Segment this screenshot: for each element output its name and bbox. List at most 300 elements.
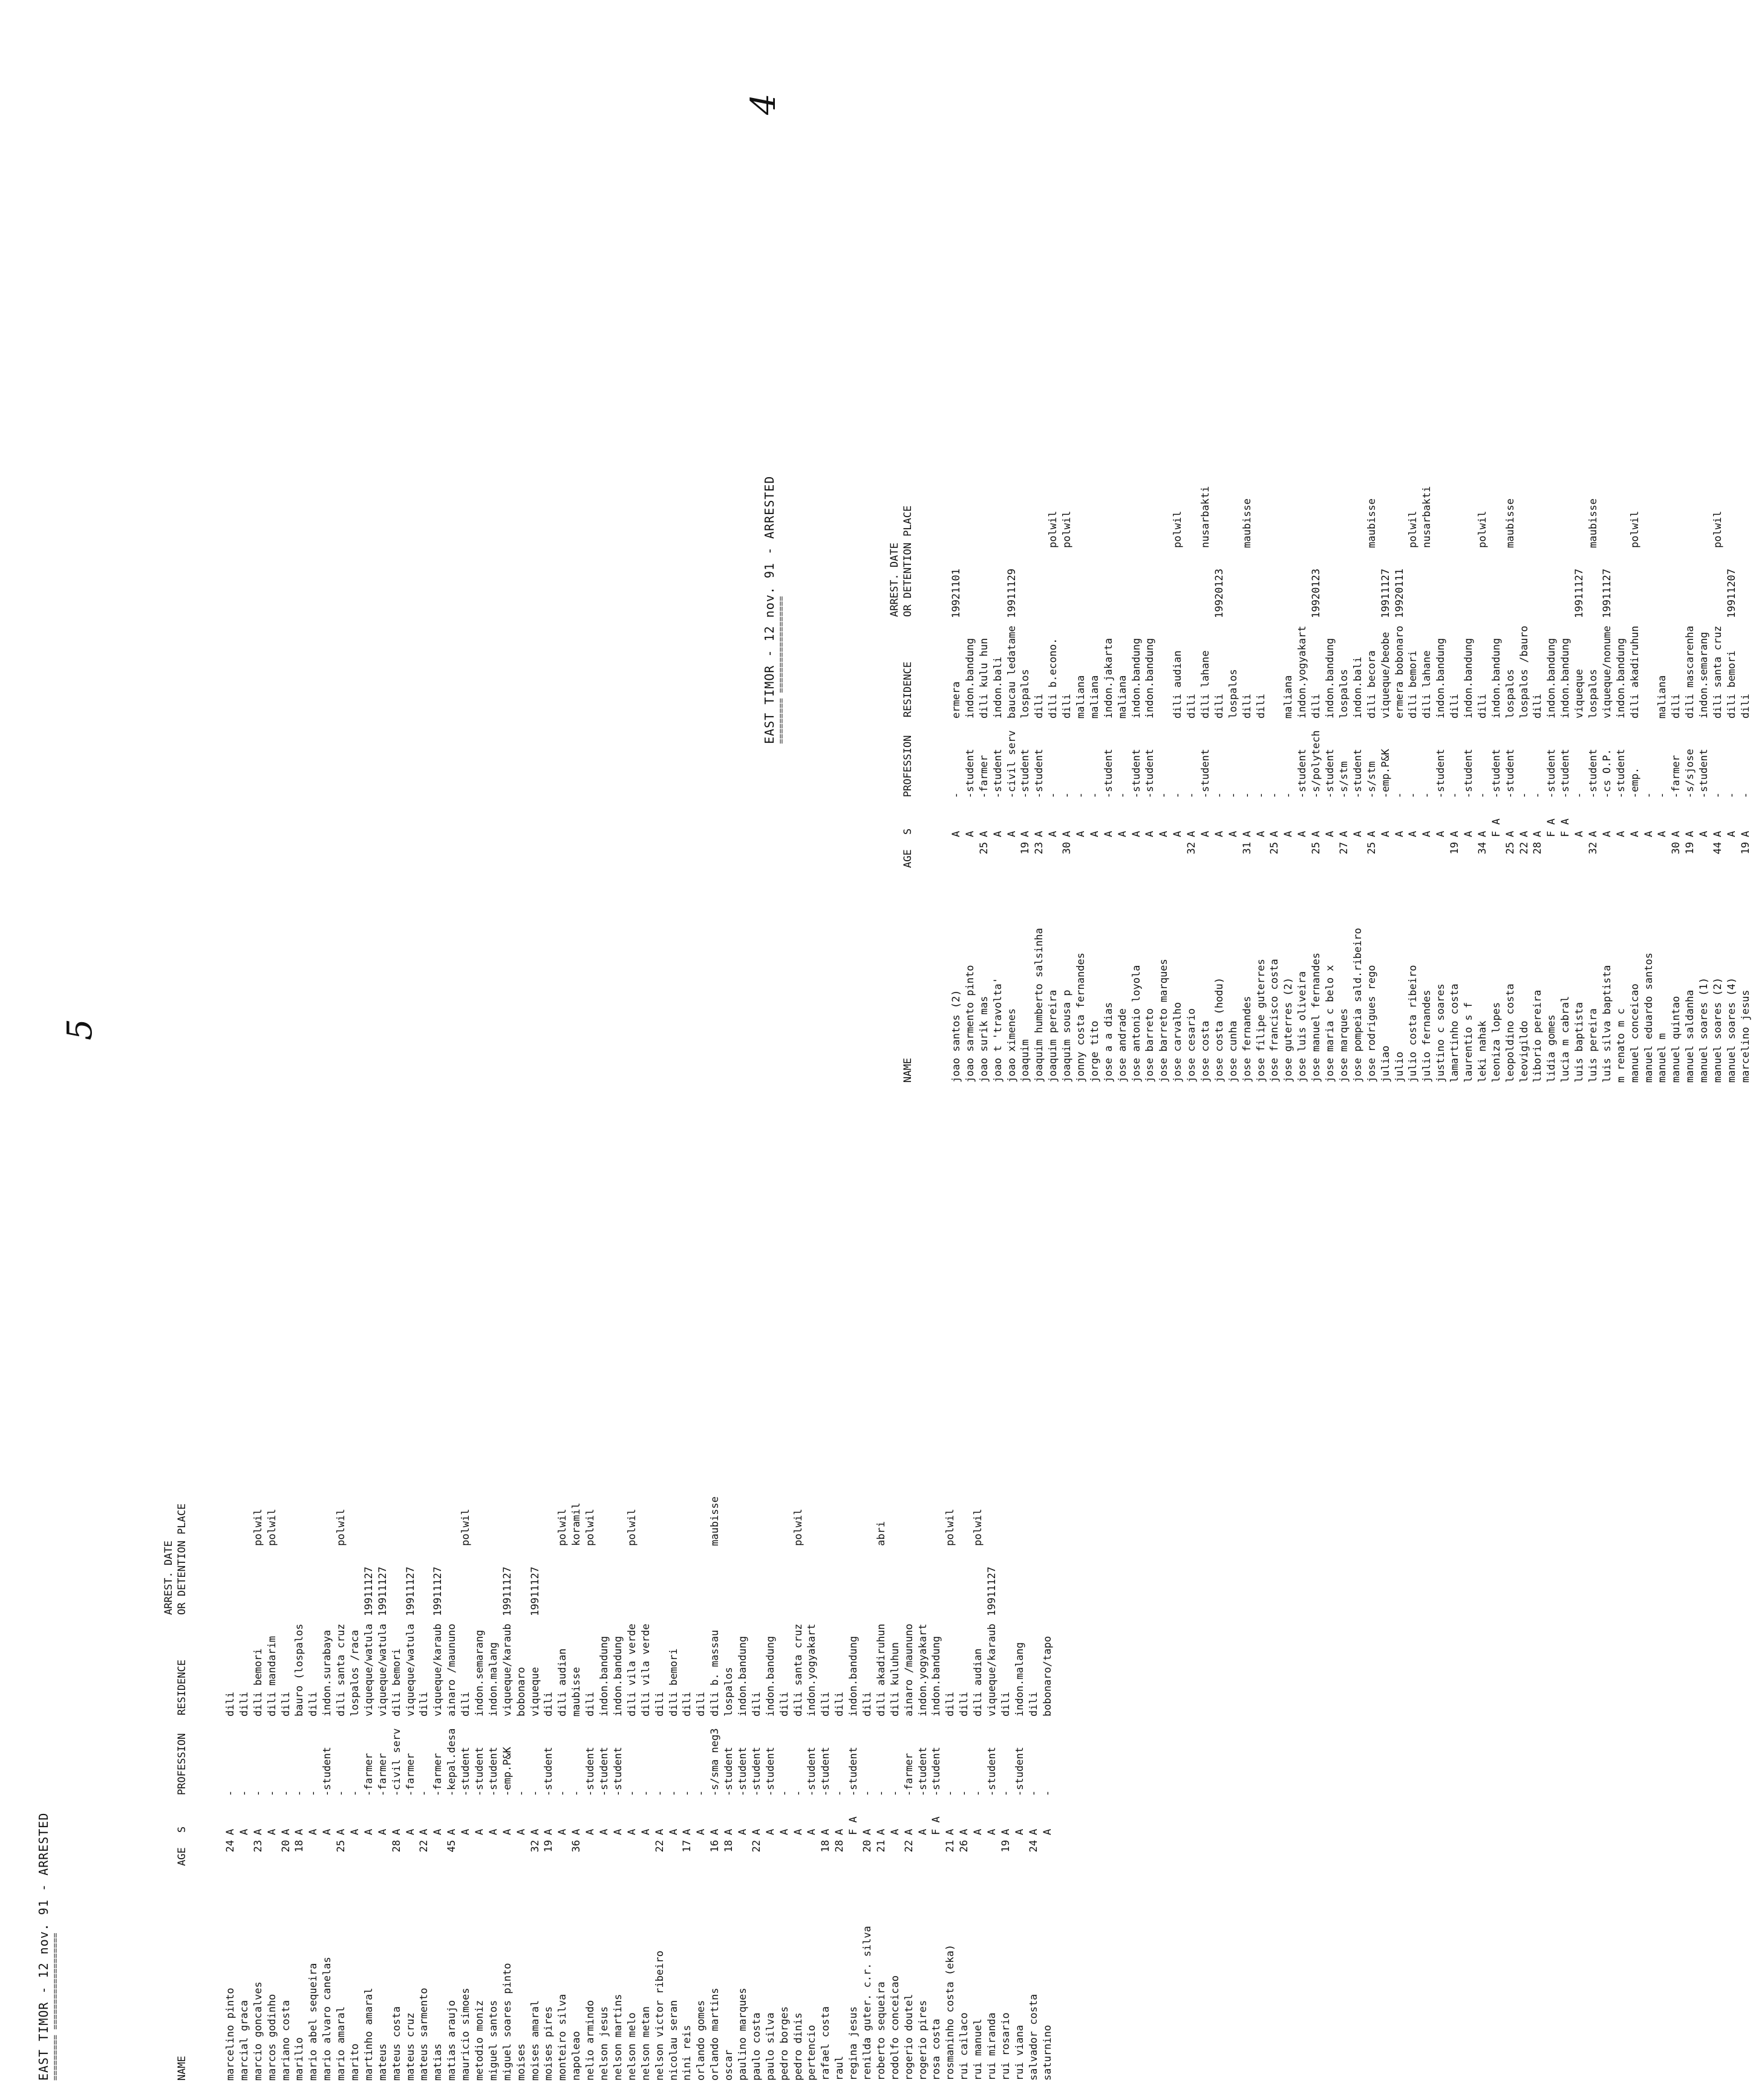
cell-date xyxy=(889,1546,903,1616)
cell-res: indon.semarang xyxy=(1698,631,1711,719)
cell-prof: -student xyxy=(487,1747,500,1796)
cell-res: lospalos xyxy=(1227,669,1239,719)
col-name: NAME xyxy=(902,1058,914,1083)
cell-prof: - xyxy=(1116,792,1129,798)
cell-res: lospalos xyxy=(723,1667,736,1717)
cell-prof: -student xyxy=(1614,749,1627,798)
cell-place xyxy=(1490,486,1504,548)
cell-prof: -farmer xyxy=(978,755,990,798)
cell-name: jose barreto xyxy=(1144,1008,1157,1083)
cell-prof: - xyxy=(875,1790,887,1796)
cell-place xyxy=(1041,1485,1055,1546)
cell-res: dili xyxy=(695,1692,708,1717)
cell-place: maubisse xyxy=(1365,498,1378,548)
cell-name: pertencio xyxy=(806,2024,818,2081)
table-row xyxy=(1019,486,1033,1083)
cell-age: 32 xyxy=(1186,842,1198,855)
table-row xyxy=(335,1485,348,2081)
cell-date xyxy=(1268,548,1282,618)
table-row xyxy=(515,1485,529,2081)
cell-sex: A xyxy=(889,1828,901,1835)
cell-place xyxy=(722,1485,736,1546)
cell-res: dili bemori xyxy=(1725,650,1738,719)
cell-date xyxy=(681,1546,694,1616)
cell-age xyxy=(847,1835,861,1869)
cell-date xyxy=(1019,548,1033,618)
cell-age: 23 xyxy=(1033,842,1046,855)
cell-prof: - xyxy=(307,1790,320,1796)
cell-sex: F A xyxy=(847,1816,860,1835)
table-row xyxy=(556,1485,570,2081)
table-row xyxy=(445,1485,459,2081)
table-row xyxy=(985,1485,999,2081)
cell-sex: A xyxy=(1518,830,1530,837)
col-profession: PROFESSION xyxy=(902,735,914,797)
table-row xyxy=(1143,486,1157,1083)
table-row xyxy=(417,1485,431,2081)
cell-place xyxy=(985,1485,999,1546)
table-row xyxy=(501,1485,515,2081)
cell-res: dili xyxy=(999,1692,1012,1717)
cell-date xyxy=(459,1546,473,1616)
cell-sex: A xyxy=(875,1828,887,1835)
cell-date: 19921101 xyxy=(950,569,962,618)
cell-sex: A xyxy=(557,1828,569,1835)
cell-age: 17 xyxy=(681,1840,694,1853)
cell-sex: A xyxy=(1102,830,1115,837)
cell-age xyxy=(991,837,1005,871)
cell-age xyxy=(376,1835,390,1869)
table-row xyxy=(1227,486,1241,1083)
cell-res: maliana xyxy=(1656,675,1669,719)
cell-sex: A xyxy=(985,1828,998,1835)
cell-age: 25 xyxy=(1504,842,1516,855)
cell-name: jose andrade xyxy=(1116,1008,1129,1083)
cell-place xyxy=(1462,486,1476,548)
cell-age xyxy=(1545,837,1559,871)
cell-name: monteiro silva xyxy=(557,1994,569,2081)
cell-prof: - xyxy=(861,1790,873,1796)
table-row xyxy=(307,1485,321,2081)
cell-age xyxy=(321,1835,335,1869)
cell-res: dili bemori xyxy=(667,1648,680,1717)
cell-date: 19911129 xyxy=(1005,569,1018,618)
cell-prof: -farmer xyxy=(432,1753,445,1796)
table-row xyxy=(1504,486,1518,1083)
cell-place xyxy=(1074,486,1088,548)
cell-prof: -student xyxy=(474,1747,486,1796)
cell-res: dili xyxy=(543,1692,555,1717)
cell-sex: F A xyxy=(1559,818,1572,837)
cell-age: 25 xyxy=(1268,842,1281,855)
table-row xyxy=(978,486,991,1083)
cell-name: nelson metan xyxy=(639,2006,652,2081)
cell-place xyxy=(1697,486,1711,548)
col-sex: S xyxy=(902,828,914,835)
cell-date xyxy=(964,548,978,618)
cell-prof: - xyxy=(1393,792,1406,798)
cell-place xyxy=(376,1485,390,1546)
cell-sex: A xyxy=(1186,830,1198,837)
cell-place xyxy=(1310,486,1324,548)
cell-sex: A xyxy=(1365,830,1378,837)
table-row xyxy=(1157,486,1171,1083)
cell-age xyxy=(694,1835,708,1869)
cell-place xyxy=(487,1485,501,1546)
cell-date xyxy=(598,1546,612,1616)
table-row xyxy=(1406,486,1420,1083)
cell-place xyxy=(1739,486,1753,548)
cell-place xyxy=(515,1485,529,1546)
table-row xyxy=(916,1485,930,2081)
cell-res: indon.semarang xyxy=(474,1629,486,1717)
cell-res: indon.yogyakart xyxy=(1296,625,1309,719)
cell-place xyxy=(238,1485,252,1546)
cell-age xyxy=(1628,837,1642,871)
cell-name: mateus sarmento xyxy=(418,1988,431,2081)
table-row xyxy=(964,486,978,1083)
cell-age xyxy=(1282,837,1296,871)
cell-name: marcelino pinto xyxy=(224,1988,237,2081)
cell-sex: A xyxy=(944,1828,957,1835)
cell-sex: A xyxy=(1476,830,1489,837)
table-row xyxy=(1027,1485,1041,2081)
cell-date: 19911127 xyxy=(501,1567,514,1616)
cell-name: nicolau seran xyxy=(667,2000,680,2081)
cell-date: 19911127 xyxy=(376,1567,389,1616)
cell-sex: A xyxy=(1739,830,1752,837)
cell-res: dili xyxy=(1476,694,1489,719)
cell-name: jose carvalho xyxy=(1172,1002,1184,1083)
cell-place xyxy=(764,1485,778,1546)
cell-prof: -student xyxy=(916,1747,929,1796)
cell-prof: - xyxy=(1027,1790,1040,1796)
cell-prof: - xyxy=(1518,792,1530,798)
cell-age xyxy=(1614,837,1628,871)
cell-sex: A xyxy=(1421,830,1434,837)
cell-place: polwil xyxy=(266,1508,278,1546)
cell-date xyxy=(390,1546,404,1616)
cell-name: pedro dinis xyxy=(792,2012,805,2081)
cell-age: 44 xyxy=(1711,842,1724,855)
cell-date xyxy=(1711,548,1725,618)
cell-place xyxy=(1379,486,1393,548)
cell-date xyxy=(625,1546,639,1616)
cell-place: maubisse xyxy=(1241,498,1253,548)
cell-date xyxy=(819,1546,833,1616)
cell-res: dili xyxy=(958,1692,971,1717)
cell-age: 30 xyxy=(1061,842,1074,855)
col-residence: RESIDENCE xyxy=(176,1659,188,1715)
cell-place: polwil xyxy=(625,1508,638,1546)
cell-age xyxy=(1601,837,1614,871)
cell-date xyxy=(584,1546,598,1616)
cell-date xyxy=(1033,548,1046,618)
cell-age xyxy=(1379,837,1393,871)
cell-prof: -farmer xyxy=(1670,755,1683,798)
cell-place: polwil xyxy=(460,1508,472,1546)
cell-age xyxy=(1420,837,1434,871)
cell-res: bauro (lospalos xyxy=(293,1623,306,1717)
cell-place xyxy=(1324,486,1337,548)
cell-age xyxy=(1005,837,1019,871)
cell-sex: A xyxy=(1144,830,1157,837)
cell-name: rui viana xyxy=(1013,2024,1026,2081)
cell-age xyxy=(1656,837,1670,871)
col-age: AGE xyxy=(176,1847,188,1866)
cell-prof: -student xyxy=(930,1747,943,1796)
table-row xyxy=(1587,486,1601,1083)
table-row xyxy=(1296,486,1310,1083)
cell-date xyxy=(417,1546,431,1616)
cell-res: indon.bandung xyxy=(1435,638,1448,719)
cell-age xyxy=(1559,837,1573,871)
table-row xyxy=(639,1485,653,2081)
cell-sex: A xyxy=(695,1828,708,1835)
cell-res: lospalos /bauro xyxy=(1518,625,1530,719)
cell-name: nelson martins xyxy=(612,1994,624,2081)
cell-date xyxy=(556,1546,570,1616)
cell-place xyxy=(1670,486,1683,548)
cell-res: indon.yogyakart xyxy=(916,1623,929,1717)
cell-prof: - xyxy=(1061,792,1074,798)
cell-prof: - xyxy=(266,1790,278,1796)
cell-res: dili becora xyxy=(1365,650,1378,719)
cell-name: leovigildo xyxy=(1518,1020,1530,1083)
cell-sex: A xyxy=(991,830,1004,837)
cell-prof: -student xyxy=(750,1747,763,1796)
table-row xyxy=(1559,486,1573,1083)
table-row xyxy=(991,486,1005,1083)
table-row xyxy=(847,1485,861,2081)
cell-res: dili mandarim xyxy=(266,1635,278,1717)
cell-prof: - xyxy=(418,1790,431,1796)
cell-sex: A xyxy=(978,830,990,837)
table-row xyxy=(1102,486,1116,1083)
cell-age: 30 xyxy=(1670,842,1683,855)
cell-place xyxy=(861,1485,875,1546)
cell-place xyxy=(978,486,991,548)
cell-prof: -student xyxy=(543,1747,555,1796)
table-row xyxy=(598,1485,612,2081)
cell-place xyxy=(1213,486,1227,548)
cell-place xyxy=(598,1485,612,1546)
cell-name: regina jesus xyxy=(847,2006,860,2081)
cell-name: joaquim humberto salsinha xyxy=(1033,928,1046,1083)
cell-res: indon.malang xyxy=(487,1642,500,1717)
cell-sex: A xyxy=(584,1828,597,1835)
cell-res: dili xyxy=(418,1692,431,1717)
cell-place xyxy=(1642,486,1656,548)
cell-prof: - xyxy=(667,1790,680,1796)
cell-sex: A xyxy=(390,1828,403,1835)
cell-res: lospalos xyxy=(1337,669,1350,719)
table-row xyxy=(390,1485,404,2081)
cell-age xyxy=(1434,837,1448,871)
table-row xyxy=(1005,486,1019,1083)
cell-sex: A xyxy=(1268,830,1281,837)
cell-sex: A xyxy=(252,1828,264,1835)
cell-name: mateus costa xyxy=(390,2006,403,2081)
cell-place xyxy=(1102,486,1116,548)
cell-age xyxy=(1102,837,1116,871)
cell-prof: - xyxy=(1421,792,1434,798)
cell-prof: - xyxy=(1711,792,1724,798)
cell-res: lospalos /raca xyxy=(349,1629,362,1717)
cell-res: indon.bandung xyxy=(1614,638,1627,719)
cell-age: 21 xyxy=(944,1840,957,1853)
cell-sex: A xyxy=(266,1828,278,1835)
cell-prof: -farmer xyxy=(362,1753,375,1796)
cell-place xyxy=(1337,486,1351,548)
cell-date xyxy=(861,1546,875,1616)
cell-place xyxy=(1573,486,1587,548)
cell-sex: A xyxy=(653,1828,666,1835)
cell-res: dili audian xyxy=(972,1648,985,1717)
cell-sex: A xyxy=(667,1828,680,1835)
cell-place xyxy=(1027,1485,1041,1546)
table-row xyxy=(1448,486,1462,1083)
page-4 xyxy=(744,54,1752,1083)
table-row xyxy=(293,1485,307,2081)
cell-date: 19911127 xyxy=(432,1567,445,1616)
cell-sex: A xyxy=(1642,830,1655,837)
cell-date xyxy=(1130,548,1144,618)
cell-name: paulo silva xyxy=(764,2012,777,2081)
cell-prof: -student xyxy=(1324,749,1337,798)
cell-date xyxy=(1351,548,1365,618)
cell-prof: - xyxy=(1282,792,1295,798)
cell-prof: -student xyxy=(1698,749,1711,798)
cell-sex: A xyxy=(950,830,962,837)
cell-place xyxy=(1296,486,1310,548)
cell-prof: -student xyxy=(1504,749,1516,798)
table-row xyxy=(889,1485,903,2081)
cell-date: 19911207 xyxy=(1725,569,1738,618)
cell-res: indon.bali xyxy=(991,656,1004,719)
cell-place xyxy=(958,1485,971,1546)
cell-age: 28 xyxy=(390,1840,403,1853)
table-row xyxy=(473,1485,487,2081)
cell-name: manuel eduardo santos xyxy=(1642,953,1655,1083)
cell-date xyxy=(1143,548,1157,618)
cell-prof: - xyxy=(1268,792,1281,798)
cell-name: joao sarmento pinto xyxy=(964,965,976,1083)
cell-prof: - xyxy=(1213,792,1226,798)
cell-date xyxy=(1545,548,1559,618)
cell-name: joaquim pereira xyxy=(1047,990,1060,1083)
cell-name: manuel m xyxy=(1656,1033,1669,1083)
cell-place: polwil xyxy=(1061,510,1074,548)
cell-place xyxy=(279,1485,293,1546)
cell-place xyxy=(417,1485,431,1546)
cell-sex: A xyxy=(1033,830,1046,837)
table-row xyxy=(1393,486,1407,1083)
cell-date xyxy=(736,1546,750,1616)
cell-prof: -student xyxy=(1490,749,1503,798)
cell-sex: A xyxy=(1684,830,1697,837)
cell-res: dili xyxy=(653,1692,666,1717)
cell-res: dili xyxy=(1532,694,1544,719)
cell-name: jose pompeia sald.ribeiro xyxy=(1351,928,1364,1083)
cell-place: polwil xyxy=(1047,510,1060,548)
cell-age: 18 xyxy=(723,1840,736,1853)
cell-res: viqueque/beobe xyxy=(1379,631,1392,719)
cell-name: marcial graca xyxy=(238,2000,250,2081)
cell-name: nini reis xyxy=(681,2024,694,2081)
cell-res: indon.jakarta xyxy=(1102,638,1115,719)
table-row xyxy=(348,1485,362,2081)
cell-name: jose rodrigues rego xyxy=(1365,965,1378,1083)
cell-place xyxy=(1185,486,1199,548)
cell-prof: - xyxy=(1041,1790,1054,1796)
cell-name: manuel quintao xyxy=(1670,996,1683,1083)
cell-date xyxy=(1282,548,1296,618)
cell-name: rogerio pires xyxy=(916,2000,929,2081)
cell-name: orlando gomes xyxy=(695,2000,708,2081)
cell-prof: -student xyxy=(1102,749,1115,798)
cell-place xyxy=(736,1485,750,1546)
cell-age xyxy=(1074,837,1088,871)
table-row xyxy=(875,1485,889,2081)
cell-age xyxy=(307,1835,321,1869)
cell-prof: - xyxy=(1449,792,1461,798)
cell-age: 21 xyxy=(875,1840,887,1853)
cell-name: marcelino jesus xyxy=(1739,990,1752,1083)
cell-prof: -student xyxy=(321,1747,334,1796)
cell-prof: -student xyxy=(1130,749,1143,798)
cell-name: matias araujo xyxy=(446,2000,459,2081)
cell-res: dili xyxy=(1213,694,1226,719)
cell-sex: A xyxy=(1628,830,1641,837)
arrest-table-right xyxy=(950,486,1753,1083)
cell-date xyxy=(1406,548,1420,618)
cell-sex: F A xyxy=(1546,818,1558,837)
cell-date xyxy=(978,548,991,618)
cell-sex: A xyxy=(1061,830,1074,837)
cell-prof: - xyxy=(792,1790,805,1796)
cell-name: rodolfo conceicao xyxy=(889,1975,901,2081)
cell-res: dili lahane xyxy=(1200,650,1212,719)
cell-prof: -student xyxy=(1435,749,1448,798)
cell-sex: A xyxy=(639,1828,652,1835)
cell-date xyxy=(266,1546,279,1616)
cell-sex: A xyxy=(1435,830,1448,837)
cell-res: dili xyxy=(750,1692,763,1717)
cell-sex: A xyxy=(1698,830,1711,837)
cell-name: marcos godinho xyxy=(266,1994,278,2081)
cell-date xyxy=(778,1546,792,1616)
table-row xyxy=(1642,486,1656,1083)
cell-age xyxy=(501,1835,515,1869)
table-row xyxy=(252,1485,266,2081)
cell-name: rui manuel xyxy=(972,2018,985,2081)
cell-age: 31 xyxy=(1241,842,1253,855)
cell-prof: - xyxy=(1407,792,1420,798)
cell-age xyxy=(736,1835,750,1869)
cell-prof: -student xyxy=(612,1747,624,1796)
cell-res: dili lahane xyxy=(1421,650,1434,719)
cell-sex: A xyxy=(972,1828,985,1835)
cell-sex: A xyxy=(1158,830,1170,837)
cell-name: mateus cruz xyxy=(404,2012,417,2081)
table-row xyxy=(1337,486,1351,1083)
cell-date xyxy=(1060,548,1074,618)
cell-prof: - xyxy=(1255,792,1267,798)
table-row xyxy=(1074,486,1088,1083)
cell-sex: A xyxy=(362,1828,375,1835)
table-row xyxy=(625,1485,639,2081)
